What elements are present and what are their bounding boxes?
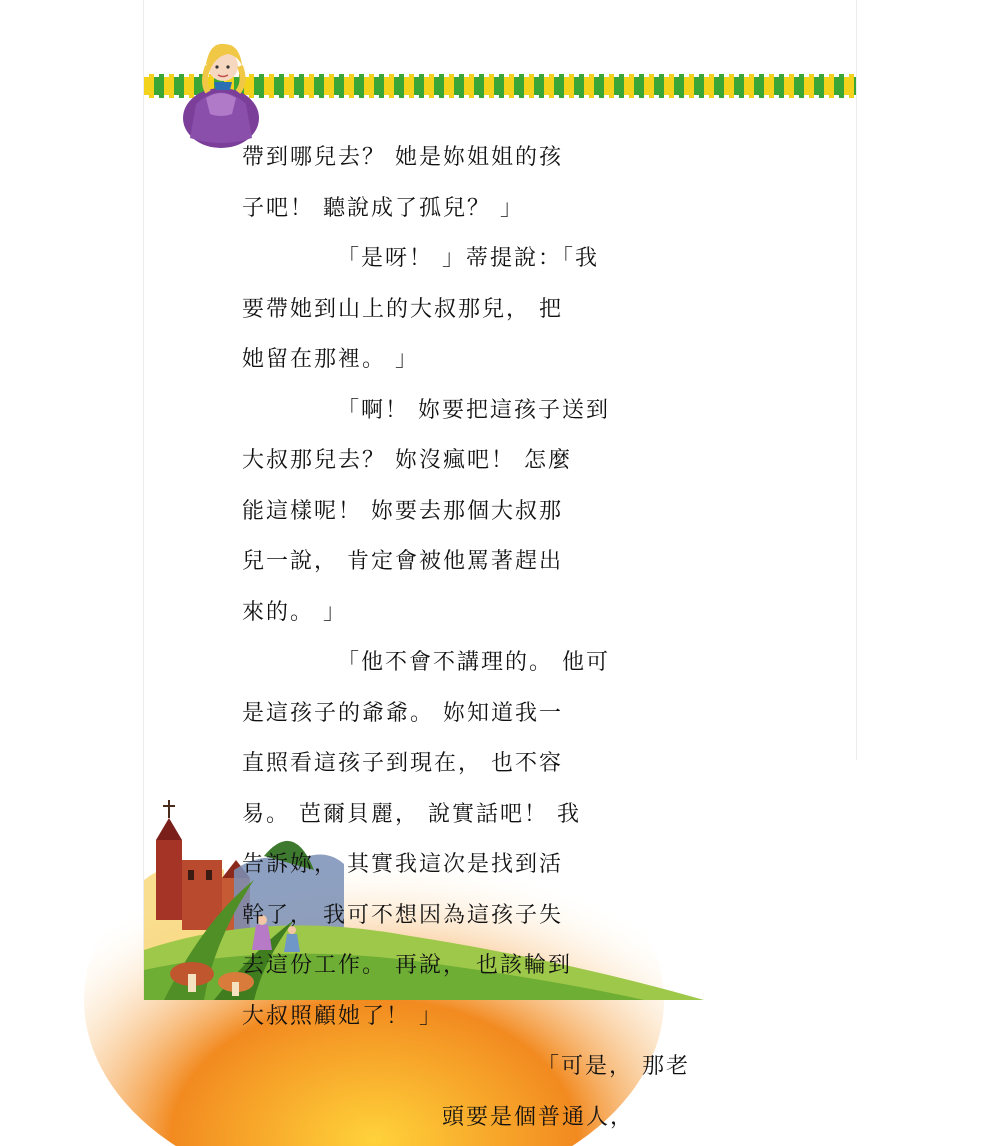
story-line: 「是呀！ 」蒂提說：「我 [242,237,802,288]
story-line: 頭要是個普通人， [242,1096,802,1146]
story-line: 告訴妳， 其實我這次是找到活 [242,843,802,894]
story-line: 她留在那裡。 」 [242,338,802,389]
story-line: 去這份工作。 再說， 也該輪到 [242,944,802,995]
story-text-block [242,136,802,1146]
story-line: 來的。 」 [242,591,802,642]
story-line: 易。 芭爾貝麗， 說實話吧！ 我 [242,793,802,844]
book-page [143,0,857,1000]
story-line: 能這樣呢！ 妳要去那個大叔那 [242,490,802,541]
story-line: 子吧！ 聽說成了孤兒？ 」 [242,187,802,238]
story-line: 帶到哪兒去？ 她是妳姐姐的孩 [242,136,802,187]
story-line: 幹了， 我可不想因為這孩子失 [242,894,802,945]
story-line: 是這孩子的爺爺。 妳知道我一 [242,692,802,743]
girl-illustration [166,26,276,144]
story-line: 兒一說， 肯定會被他罵著趕出 [242,540,802,591]
story-line: 「啊！ 妳要把這孩子送到 [242,389,802,440]
story-line: 要帶她到山上的大叔那兒， 把 [242,288,802,339]
story-line: 「可是， 那老 [242,1045,802,1096]
story-line: 直照看這孩子到現在， 也不容 [242,742,802,793]
story-line: 「他不會不講理的。 他可 [242,641,802,692]
story-line: 大叔那兒去？ 妳沒瘋吧！ 怎麼 [242,439,802,490]
story-line: 大叔照顧她了！ 」 [242,995,802,1046]
